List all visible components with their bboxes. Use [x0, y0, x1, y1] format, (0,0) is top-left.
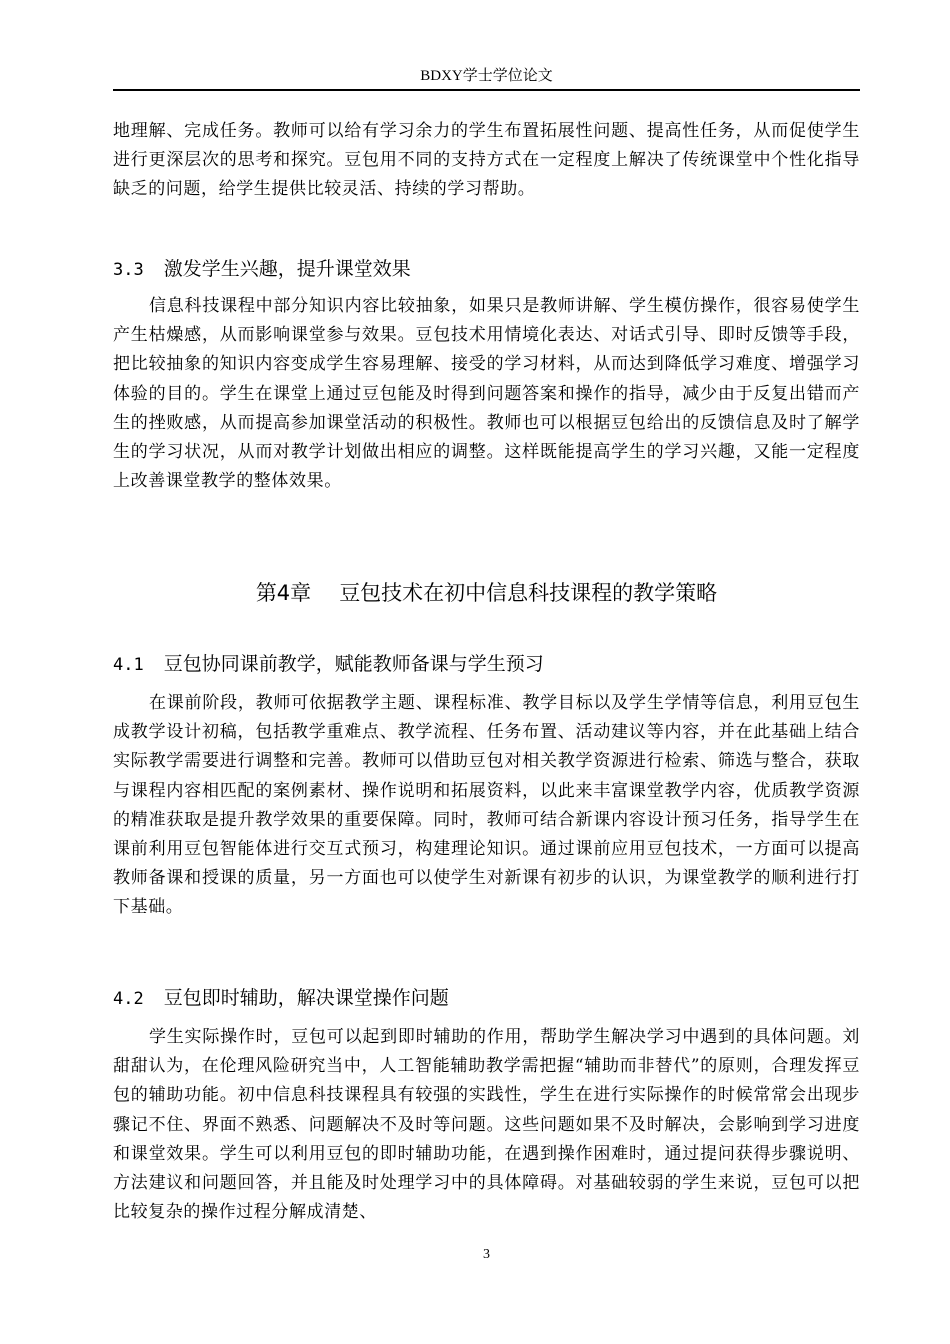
section-number: 3.3 [113, 260, 144, 280]
header-rule [113, 89, 860, 91]
chapter-number: 第4章 [255, 581, 312, 605]
running-header: BDXY学士学位论文 [420, 68, 553, 84]
section-title: 豆包即时辅助，解决课堂操作问题 [163, 987, 449, 1009]
section-title: 激发学生兴趣，提升课堂效果 [163, 258, 411, 280]
section-title: 豆包协同课前教学，赋能教师备课与学生预习 [163, 653, 544, 675]
section-number: 4.2 [113, 989, 144, 1009]
paragraph-section-3-3: 信息科技课程中部分知识内容比较抽象，如果只是教师讲解、学生模仿操作，很容易使学生产生枯燥感，从而影响课堂参与效果。豆包技术用情境化表达、对话式引导、即时反馈等手段，把比较抽象的知识内容变成学生容易理解、接受的学习材料，从而达到降低学习难度、增强学习体验的目的。学生在课堂上通过豆包能及时得到问题答案和操作的指导，减少由于反复出错而产生的挫败感，从而提高参加课堂活动的积极性。教师也可以根据豆包给出的反馈信息及时了解学生的学习状况，从而对教学计划做出相应的调整。这样既能提高学生的学习兴趣，又能一定程度上改善课堂教学的整体效果。 [113, 296, 860, 492]
paragraph-continuation: 地理解、完成任务。教师可以给有学习余力的学生布置拓展性问题、提高性任务，从而促使学生进行更深层次的思考和探究。豆包用不同的支持方式在一定程度上解决了传统课堂中个性化指导缺乏的问题，给学生提供比较灵活、持续的学习帮助。 [113, 121, 860, 200]
chapter-heading [113, 578, 860, 608]
paragraph-section-4-1: 在课前阶段，教师可依据教学主题、课程标准、教学目标以及学生学情等信息，利用豆包生成教学设计初稿，包括教学重难点、教学流程、任务布置、活动建议等内容，并在此基础上结合实际教学需要进行调整和完善。教师可以借助豆包对相关教学资源进行检索、筛选与整合，获取与课程内容相匹配的案例素材、操作说明和拓展资料，以此来丰富课堂教学内容，优质教学资源的精准获取是提升教学效果的重要保障。同时，教师可结合新课内容设计预习任务，指导学生在课前利用豆包智能体进行交互式预习，构建理论知识。通过课前应用豆包技术，一方面可以提高教师备课和授课的质量，另一方面也可以使学生对新课有初步的认识，为课堂教学的顺利进行打下基础。 [113, 693, 860, 918]
section-heading-4-2 [113, 985, 449, 1012]
section-heading-4-1 [113, 651, 544, 678]
chapter-title: 豆包技术在初中信息科技课程的教学策略 [339, 581, 718, 605]
paragraph-section-4-2: 学生实际操作时，豆包可以起到即时辅助的作用，帮助学生解决学习中遇到的具体问题。刘甜甜认为，在伦理风险研究当中，人工智能辅助教学需把握“辅助而非替代”的原则，合理发挥豆包的辅助功能。初中信息科技课程具有较强的实践性，学生在进行实际操作的时候常常会出现步骤记不住、界面不熟悉、问题解决不及时等问题。这些问题如果不及时解决，会影响到学习进度和课堂效果。学生可以利用豆包的即时辅助功能，在遇到操作困难时，通过提问获得步骤说明、方法建议和问题回答，并且能及时处理学习中的具体障碍。对基础较弱的学生来说，豆包可以把比较复杂的操作过程分解成清楚、 [113, 1027, 860, 1223]
section-heading-3-3 [113, 256, 411, 283]
section-number: 4.1 [113, 655, 144, 675]
page-number: 3 [483, 1247, 490, 1262]
